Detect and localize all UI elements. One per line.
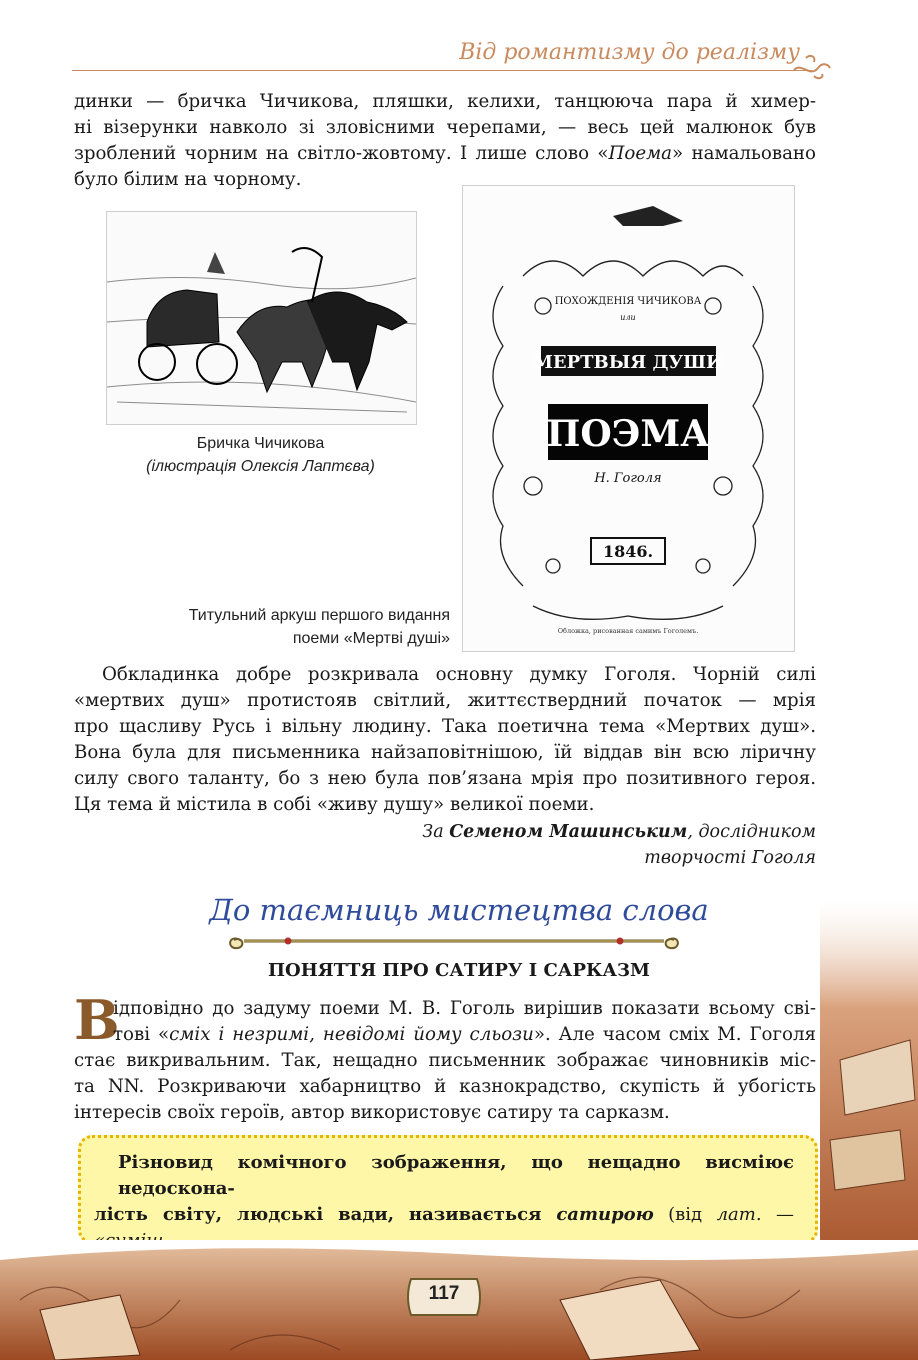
title-ornament-icon xyxy=(224,928,684,954)
text-line: про щасливу Русь і вільну людину. Така поетична тема «Мертвих душ». xyxy=(74,716,816,737)
page-number: 117 xyxy=(428,1283,460,1304)
figure2-caption xyxy=(100,604,450,650)
troika-illustration xyxy=(106,211,417,425)
text-line: та NN. Розкриваючи хабарництво й казнокрадство, скупість й убогість xyxy=(74,1076,816,1097)
drop-cap: В xyxy=(74,988,120,1052)
subheading: ПОНЯТТЯ ПРО САТИРУ І САРКАЗМ xyxy=(268,960,650,981)
title-page-image xyxy=(462,185,795,652)
caption-line: (ілюстрація Олексія Лаптєва) xyxy=(146,458,375,475)
text-line: стає викривальним. Так, нещадно письменник зображає чиновників міс- xyxy=(74,1050,816,1071)
cover-ili: или xyxy=(620,313,636,322)
cover-year: 1846. xyxy=(602,542,654,561)
text-line: Ця тема й містила в собі «живу душу» великої поеми. xyxy=(74,794,595,815)
satire-line-1 xyxy=(113,996,816,1048)
caption-line: поеми «Мертві душі» xyxy=(292,630,450,647)
attribution: За Семеном Машинським, дослідником творчості Гоголя xyxy=(422,822,816,868)
cover-author: Н. Гоголя xyxy=(594,471,662,486)
intro-paragraph xyxy=(74,89,816,193)
text-line: лість світу, людські вади, називається сатирою (від лат. — xyxy=(94,1204,794,1225)
text-line: ні візерунки навколо зі зловісними черепами, — весь цей малюнок був xyxy=(74,117,816,138)
caption-line: Бричка Чичикова xyxy=(196,435,325,452)
cover-footnote: Обложка, рисованная самимъ Гоголемъ. xyxy=(557,627,699,635)
text-line: силу свого таланту, бо з нею була пов’язана мрія про позитивного героя. xyxy=(74,768,816,789)
cover-subtitle: ПОХОЖДЕНІЯ ЧИЧИКОВА xyxy=(554,296,702,307)
body-paragraph xyxy=(74,662,816,818)
text-line: зроблений чорним на світло-жовтому. І лише слово «Поема» намальовано xyxy=(74,143,816,164)
text-line: тові «сміх і незримі, невідомі йому сльози». Але часом сміх М. Гоголя xyxy=(113,1024,817,1045)
cover-main-title: МЕРТВЫЯ ДУШИ xyxy=(532,352,724,373)
figure1-caption xyxy=(106,432,415,478)
text-line: Різновид комічного зображення, що нещадно висміює недоскона- xyxy=(118,1152,794,1199)
section-title: До таємниць мистецтва слова xyxy=(209,893,709,927)
satire-paragraph xyxy=(74,1048,816,1126)
running-header: Від романтизму до реалізму xyxy=(459,40,800,65)
text-line: ідповідно до задуму поеми М. В. Гоголь вирішив показати всьому сві- xyxy=(113,998,816,1019)
text-line: динки — бричка Чичикова, пляшки, келихи, танцююча пара й химер- xyxy=(74,91,816,112)
text-line: інтересів своїх героїв, автор використовує сатиру та сарказм. xyxy=(74,1102,670,1123)
decorative-books-background xyxy=(820,900,918,1260)
text-line: «мертвих душ» протистояв світлий, життєствердний початок — мрія xyxy=(74,690,816,711)
header-ornament-icon xyxy=(792,52,832,82)
text-line: Обкладинка добре розкривала основну думку Гоголя. Чорній силі xyxy=(102,664,816,685)
text-line: Вона була для письменника найзаповітнішою, їй віддав він всю ліричну xyxy=(74,742,816,763)
text-line: було білим на чорному. xyxy=(74,169,302,190)
header-rule xyxy=(72,70,812,71)
cover-poema: ПОЭМА xyxy=(546,413,710,455)
caption-line: Титульний аркуш першого видання xyxy=(188,607,450,624)
